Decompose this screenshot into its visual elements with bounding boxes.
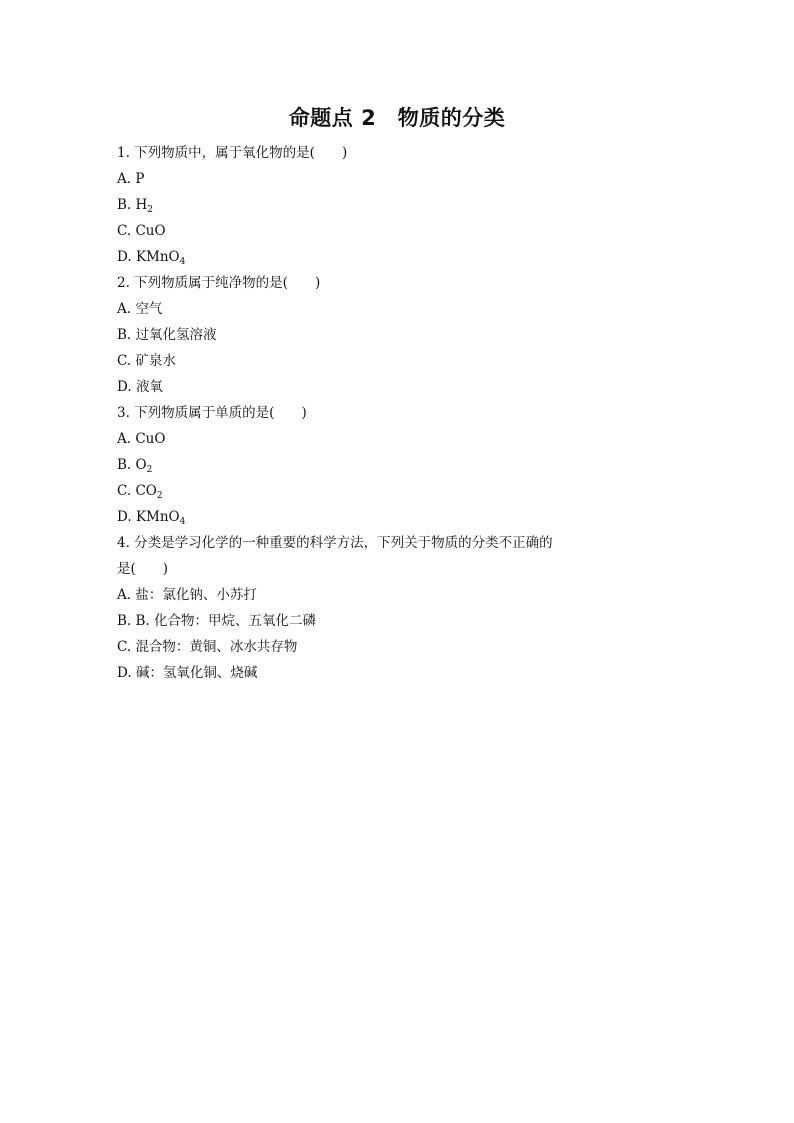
question-1-option-a [117,166,587,192]
option-text: 混合物：黄铜、冰水共存物 [135,639,298,655]
question-3-option-b [117,452,587,478]
question-4-option-a [117,582,587,608]
option-subscript: 4 [179,257,186,267]
question-2-option-d [117,374,587,400]
option-subscript: 2 [156,491,163,501]
option-label: B. [117,197,136,213]
option-subscript: 2 [147,205,154,215]
question-1-stem: 1. 下列物质中，属于氧化物的是( ) [117,145,348,161]
option-text: KMnO [135,249,180,265]
question-list [117,140,587,686]
option-text: O [135,457,147,473]
option-text: 空气 [135,301,163,317]
option-label: B. [117,327,136,343]
option-label: C. [117,483,136,499]
option-label: D. [117,509,136,525]
option-subscript: 2 [146,465,153,475]
option-label: C. [117,353,136,369]
question-3-option-d [117,504,587,530]
question-2-option-b [117,322,587,348]
question-3-stem: 3. 下列物质属于单质的是( ) [117,405,307,421]
option-text: 化合物：甲烷、五氧化二磷 [154,613,317,629]
question-1-option-d [117,244,587,270]
option-label: D. [117,665,136,681]
option-text: CO [135,483,157,499]
option-label: C. [117,639,136,655]
question-4-option-d [117,660,587,686]
question-2-option-c [117,348,587,374]
page-title: 命题点 2 物质的分类 [288,106,506,130]
option-label: D. [117,249,136,265]
option-text: KMnO [135,509,180,525]
option-text: 盐：氯化钠、小苏打 [135,587,257,603]
option-label: A. [117,587,136,603]
option-text: CuO [135,223,166,239]
option-text: CuO [135,431,166,447]
option-text: 过氧化氢溶液 [135,327,217,343]
option-label: A. [117,431,136,447]
option-label: A. [117,301,136,317]
option-text: 矿泉水 [135,353,176,369]
option-text: P [135,171,145,187]
option-text: H [135,197,148,213]
question-2-option-a [117,296,587,322]
question-1-option-b [117,192,587,218]
question-4-option-c [117,634,587,660]
option-subscript: 4 [179,517,186,527]
question-4-stem: 4. 分类是学习化学的一种重要的科学方法，下列关于物质的分类不正确的是( ) [117,535,553,577]
option-label: A. [117,171,136,187]
question-4-option-b [117,608,587,634]
option-label: B. B. [117,613,155,629]
question-1-option-c [117,218,587,244]
option-label: B. [117,457,136,473]
option-label: C. [117,223,136,239]
question-3-option-c [117,478,587,504]
option-text: 碱：氢氧化铜、烧碱 [135,665,258,681]
option-text: 液氧 [135,379,163,395]
question-3-option-a [117,426,587,452]
question-2-stem: 2. 下列物质属于纯净物的是( ) [117,275,321,291]
option-label: D. [117,379,136,395]
